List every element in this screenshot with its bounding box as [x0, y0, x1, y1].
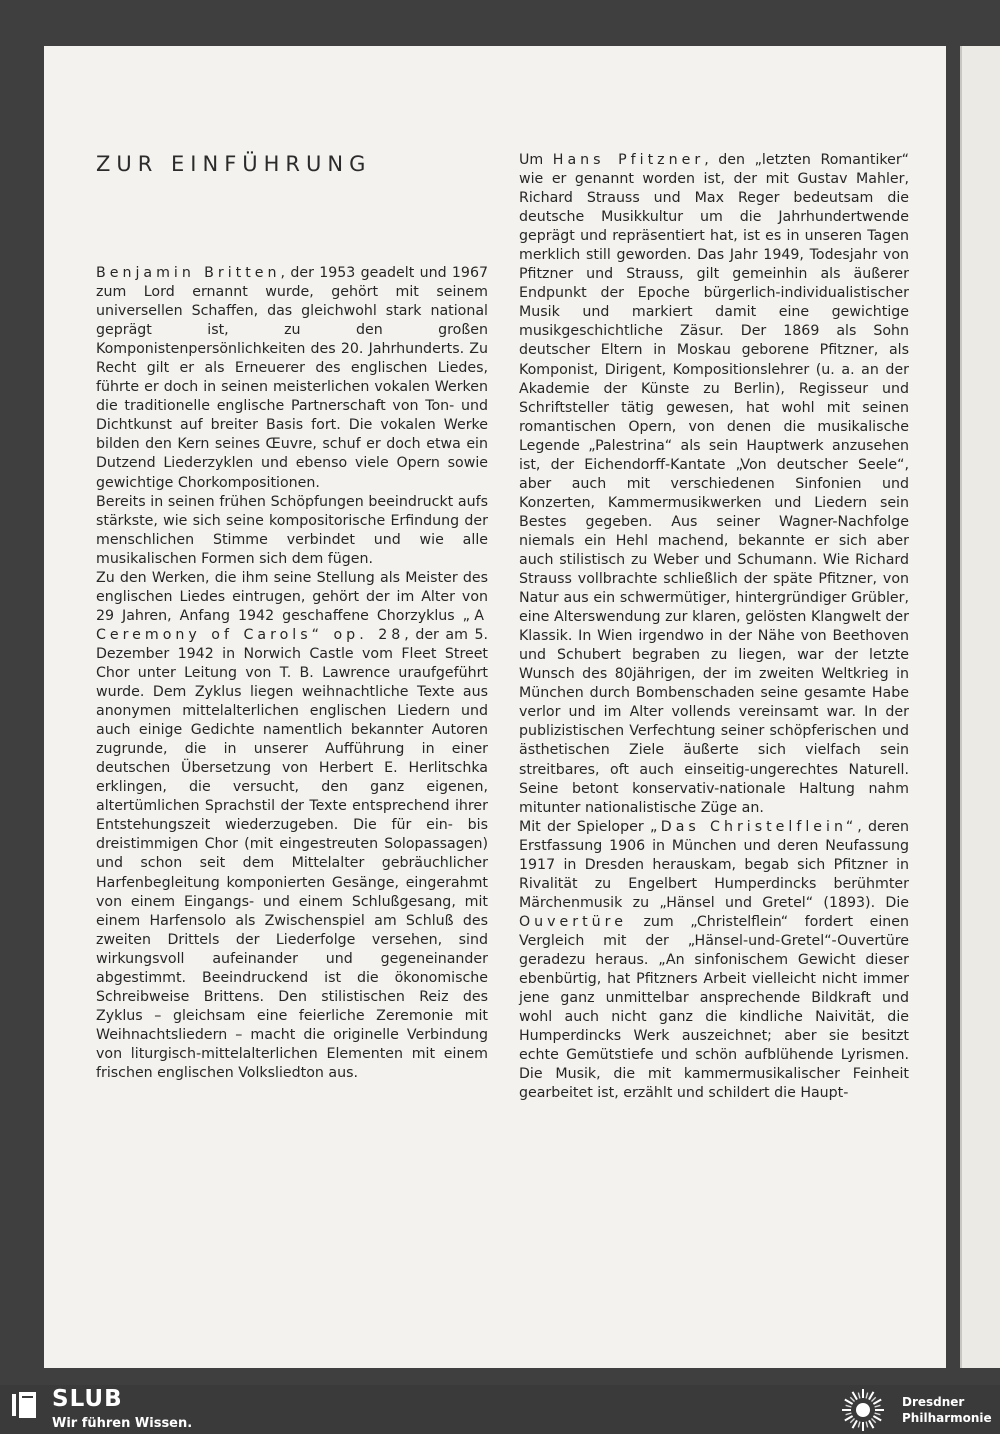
paragraph-text: Zu den Werken, die ihm seine Stellung als Meister des englischen Liedes eintrugen, gehört der im Alter von 29 Jahren, Anfang 1942 geschaffene Chorzyklus	[96, 569, 488, 624]
work-title-christelflein: „Das Christelflein“	[649, 818, 858, 835]
paragraph-christelflein	[519, 818, 909, 1104]
next-page-edge	[960, 46, 1000, 1368]
paragraph-britten-intro	[96, 264, 488, 493]
composer-name-britten: Benjamin Britten	[96, 265, 281, 281]
work-title-ouvertuere: Ouvertüre	[519, 913, 627, 930]
philharmonie-logo-icon[interactable]	[840, 1387, 886, 1433]
philharmonie-name-line1: Dresdner	[902, 1395, 965, 1409]
work-title-ceremony-of-carols: „A Ceremony of Carols“ op. 28	[96, 607, 488, 643]
paragraph-text: , deren Erstfassung 1906 in München und deren Neufassung 1917 in Dresden herauskam, begab sich Pfitzner in Rivalität zu Engelbert Humperdincks berühmter Märchenmusik zu „Hänsel und Gretel“ (1893). Die	[519, 818, 910, 911]
paragraph-text: Mit der Spieloper	[519, 818, 650, 835]
paragraph-pfitzner-intro	[519, 151, 909, 818]
philharmonie-name[interactable]	[902, 1394, 992, 1426]
slub-logo-icon[interactable]	[12, 1392, 38, 1418]
paragraph-early-works: Bereits in seinen frühen Schöpfungen beeindruckt aufs stärkste, wie sich seine kompositorische Erfindung der menschlichen Stimme verbindet und wie alle musikalischen Formen sich dem fügen.	[96, 493, 488, 567]
philharmonie-name-line2: Philharmonie	[902, 1411, 992, 1425]
paragraph-text: , der 1953 geadelt und 1967 zum Lord ernannt wurde, gehört mit seinem universellen Schaffen, das gleichwohl stark national geprägt ist, zu den großen Komponistenpersönlichkeiten des 20. Jahrhunderts. Zu Recht gilt er als Erneuerer des englischen Liedes, führte er doch in seinen meisterlichen vokalen Werken die traditionelle englische Partnerschaft von Ton- und Dichtkunst auf breiter Basis fort. Die vokalen Werke bilden den Kern seines Œuvre, schuf er doch etwa ein Dutzend Liederzyklen und ebenso viele Opern sowie gewichtige Chorkompositionen.	[96, 265, 488, 491]
paragraph-text: zum „Christelflein“ fordert einen Vergleich mit der „Hänsel-und-Gretel“-Ouvertüre geradezu heraus. „An sinfonischem Gewicht dieser ebenbürtig, hat Pfitzners Arbeit vielleicht nicht immer jene ganz unmittelbar ansprechende Bildkraft und wohl auch nicht ganz die kindliche Naivität, die Humperdincks Werk auszeichnet; aber sie besitzt echte Gemütstiefe und schön aufblühende Lyrismen. Die Musik, die mit kammermusikalischer Feinheit gearbeitet ist, erzählt und schildert die Haupt-	[519, 913, 909, 1102]
paragraph-text: , den „letzten Romantiker“ wie er genannt worden ist, der mit Gustav Mahler, Richard Strauss und Max Reger bedeutsam die deutsche Musikkultur um die Jahrhundertwende geprägt und repräsentiert hat, ist es in unseren Tagen merklich still geworden. Das Jahr 1949, Todesjahr von Pfitzner und Strauss, gilt gemeinhin als äußerer Endpunkt der Epoche bürgerlich-individualistischer Musik und markiert damit eine gewichtige musikgeschichtliche Zäsur. Der 1869 als Sohn deutscher Eltern in Moskau geborene Pfitzner, als Komponist, Dirigent, Kompositionslehrer (u. a. an der Akademie der Künste zu Berlin), Regisseur und Schriftsteller tätig gewesen, hat wohl mit seinen romantischen Opern, von denen die musikalische Legende „Palestrina“ als sein Hauptwerk anzusehen ist, der Eichendorff-Kantate „Von deutscher Seele“, aber auch mit verschiedenen Sinfonien und Konzerten, Kammermusikwerken und Liedern sein Bestes gegeben. Aus seiner Wagner-Nachfolge niemals ein Hehl machend, bekannte er sich aber auch stilistisch zu Weber und Schumann. Wie Richard Strauss vollbrachte schließlich der späte Pfitzner, von Natur aus ein schwermütiger, hintergründiger Grübler, eine Alterswendung zur klaren, gelösten Klangwelt der Klassik. In Wien irgendwo in der Nähe von Beethoven und Schubert begraben zu liegen, war der letzte Wunsch des 80jährigen, der im zweiten Weltkrieg in München durch Bombenschaden seine gesamte Habe verlor und im Alter vollends vereinsamt war. In der publizistischen Verfechtung seiner schöpferischen und ästhetischen Ziele äußerte sich vielfach sein streitbares, oft auch einseitig-ungerechtes Naturell. Seine betont konservativ-nationale Haltung nahm mitunter nationalistische Züge an.	[519, 152, 910, 816]
paragraph-text: , der am 5. Dezember 1942 in Norwich Castle vom Fleet Street Chor unter Leitung von T. B. Lawrence uraufgeführt wurde. Dem Zyklus liegen weihnachtliche Texte aus anonymen mittelalterlichen englischen Liedern und auch einige Gedichte namentlich bekannter Autoren zugrunde, die in unserer Aufführung in einer deutschen Übersetzung von Herbert E. Herlitschka erklingen, die versucht, den ganz eigenen, altertümlichen Sprachstil der Texte entsprechend ihrer Entstehungszeit wiederzugeben. Die für ein- bis dreistimmigen Chor (mit eingestreuten Solopassagen) und schon seit dem Mittelalter gebräuchlicher Harfenbegleitung komponierten Gesänge, eingerahmt von einem Eingangs- und einem Schlußgesang, mit einem Harfensolo als Zwischenspiel am Schluß des zweiten Drittels der Liederfolge versehen, sind wirkungsvoll aufeinander und gegeneinander abgestimmt. Beeindruckend ist die ökonomische Schreibweise Brittens. Den stilistischen Reiz des Zyklus – gleichsam eine feierliche Zeremonie mit Weihnachtsliedern – macht die originelle Verbindung von liturgisch-mittelalterlichen Elementen mit einem frischen englischen Volksliedton aus.	[96, 626, 488, 1081]
paragraph-ceremony-of-carols	[96, 569, 488, 1083]
left-column	[96, 264, 488, 1083]
right-column	[519, 151, 909, 1103]
page-title: ZUR EINFÜHRUNG	[96, 152, 372, 176]
slub-tagline: Wir führen Wissen.	[52, 1416, 193, 1431]
paragraph-text: Um	[519, 152, 553, 168]
composer-name-pfitzner: Hans Pfitzner	[552, 152, 705, 168]
slub-name[interactable]: SLUB	[52, 1386, 123, 1412]
